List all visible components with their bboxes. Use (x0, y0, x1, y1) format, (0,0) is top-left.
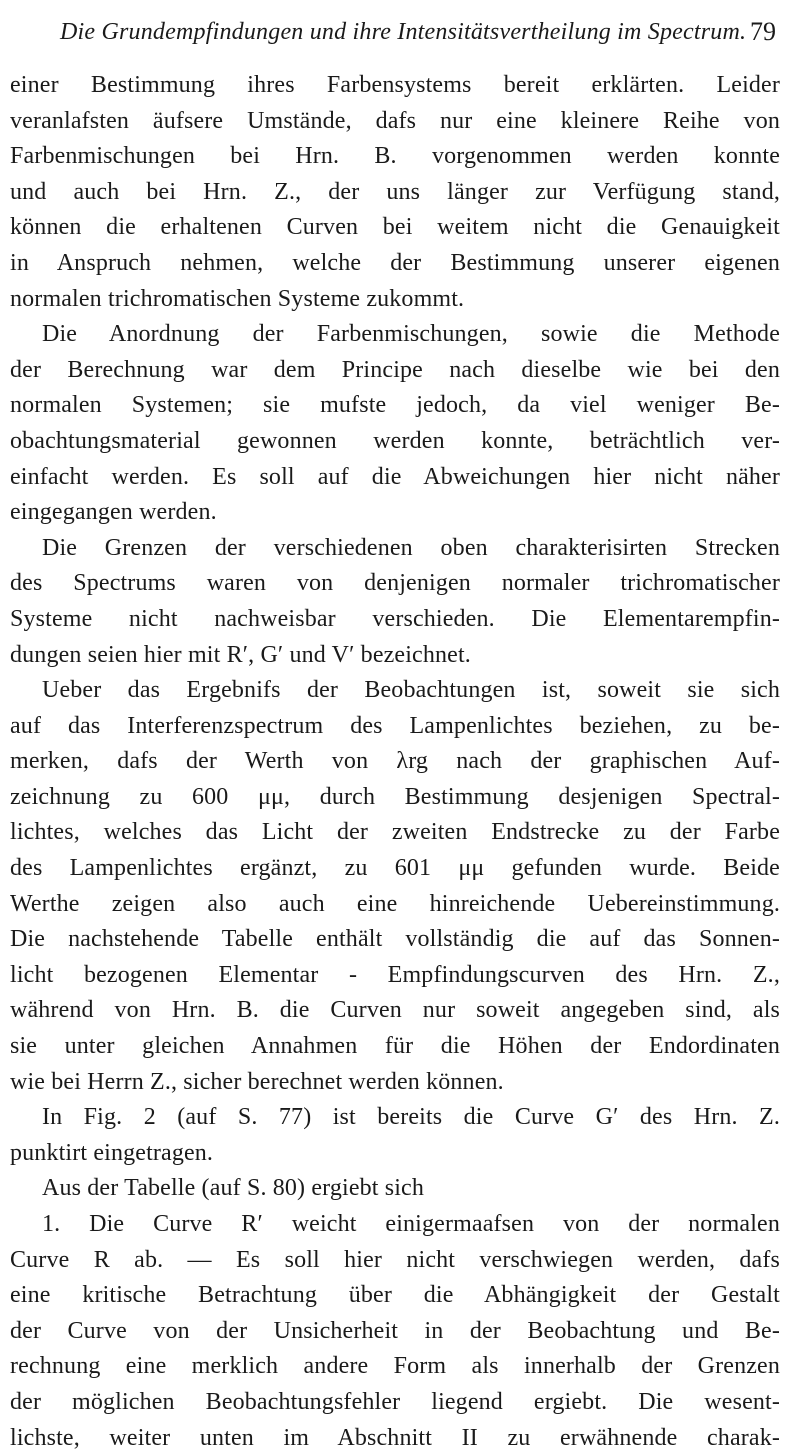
text-line: wie bei Herrn Z., sicher berechnet werden können. (10, 1068, 504, 1095)
text-line: dungen seien hier mit R′, G′ und V′ bezeichnet. (10, 641, 471, 668)
text-line: veranlafsten äufsere Umstände, dafs nur eine kleinere Reihe von (10, 107, 780, 134)
text-line: und auch bei Hrn. Z., der uns länger zur Verfügung stand, (10, 178, 780, 205)
text-line: Systeme nicht nachweisbar verschieden. Die Elementarempfin- (10, 605, 780, 632)
text-line: punktirt eingetragen. (10, 1139, 214, 1166)
text-line: rechnung eine merklich andere Form als innerhalb der Grenzen (10, 1353, 780, 1380)
text-line: des Spectrums waren von denjenigen normaler trichromatischer (10, 570, 780, 597)
text-line: können die erhaltenen Curven bei weitem nicht die Genauigkeit (10, 214, 780, 241)
text-line: einer Bestimmung ihres Farbensystems bereit erklärten. Leider (10, 72, 780, 98)
text-line: Ueber das Ergebnifs der Beobachtungen ist, soweit sie sich (42, 677, 780, 704)
text-line: während von Hrn. B. die Curven nur soweit angegeben sind, als (10, 997, 780, 1024)
text-line: der möglichen Beobachtungsfehler liegend ergiebt. Die wesent- (10, 1388, 780, 1415)
text-line: eine kritische Betrachtung über die Abhängigkeit der Gestalt (10, 1282, 780, 1309)
text-line: einfacht werden. Es soll auf die Abweichungen hier nicht näher (10, 463, 780, 490)
text-line: In Fig. 2 (auf S. 77) ist bereits die Curve G′ des Hrn. Z. (42, 1104, 780, 1131)
text-line: Curve R ab. — Es soll hier nicht verschwiegen werden, dafs (10, 1246, 780, 1273)
text-line: 1. Die Curve R′ weicht einigermaafsen von der normalen (42, 1211, 780, 1237)
text-line: der Curve von der Unsicherheit in der Beobachtung und Be- (10, 1317, 780, 1344)
text-line: licht bezogenen Elementar - Empfindungscurven des Hrn. Z., (10, 961, 780, 988)
text-line: obachtungsmaterial gewonnen werden konnte, beträchtlich ver- (10, 427, 780, 454)
text-line: lichtes, welches das Licht der zweiten Endstrecke zu der Farbe (10, 819, 780, 846)
text-line: lichste, weiter unten im Abschnitt II zu erwähnende charak- (10, 1424, 780, 1451)
text-line: der Berechnung war dem Principe nach dieselbe wie bei den (10, 356, 780, 383)
text-line: Aus der Tabelle (auf S. 80) ergiebt sich (42, 1175, 424, 1202)
text-line: merken, dafs der Werth von λrg nach der graphischen Auf- (10, 748, 780, 775)
text-line: normalen Systemen; sie mufste jedoch, da viel weniger Be- (10, 392, 780, 419)
text-line: auf das Interferenzspectrum des Lampenlichtes beziehen, zu be- (10, 712, 780, 739)
text-line: sie unter gleichen Annahmen für die Höhen der Endordinaten (10, 1033, 780, 1060)
text-line: Die Anordnung der Farbenmischungen, sowie die Methode (42, 321, 780, 348)
page-header (60, 12, 776, 52)
text-line: Farbenmischungen bei Hrn. B. vorgenommen werden konnte (10, 143, 780, 170)
text-line: eingegangen werden. (10, 499, 217, 526)
text-line: Die Grenzen der verschiedenen oben charakterisirten Strecken (42, 534, 780, 561)
text-line: Die nachstehende Tabelle enthält vollständig die auf das Sonnen- (10, 926, 780, 953)
text-line: des Lampenlichtes ergänzt, zu 601 μμ gefunden wurde. Beide (10, 855, 780, 882)
running-title: Die Grundempfindungen und ihre Intensitätsvertheilung im Spectrum. (60, 19, 747, 45)
text-line: in Anspruch nehmen, welche der Bestimmung unserer eigenen (10, 249, 780, 276)
text-line: Werthe zeigen also auch eine hinreichende Uebereinstimmung. (10, 890, 780, 917)
body-text (10, 68, 780, 1456)
text-line: zeichnung zu 600 μμ, durch Bestimmung desjenigen Spectral- (10, 783, 780, 810)
page-number: 79 (750, 17, 776, 46)
text-line: normalen trichromatischen Systeme zukommt. (10, 285, 465, 312)
